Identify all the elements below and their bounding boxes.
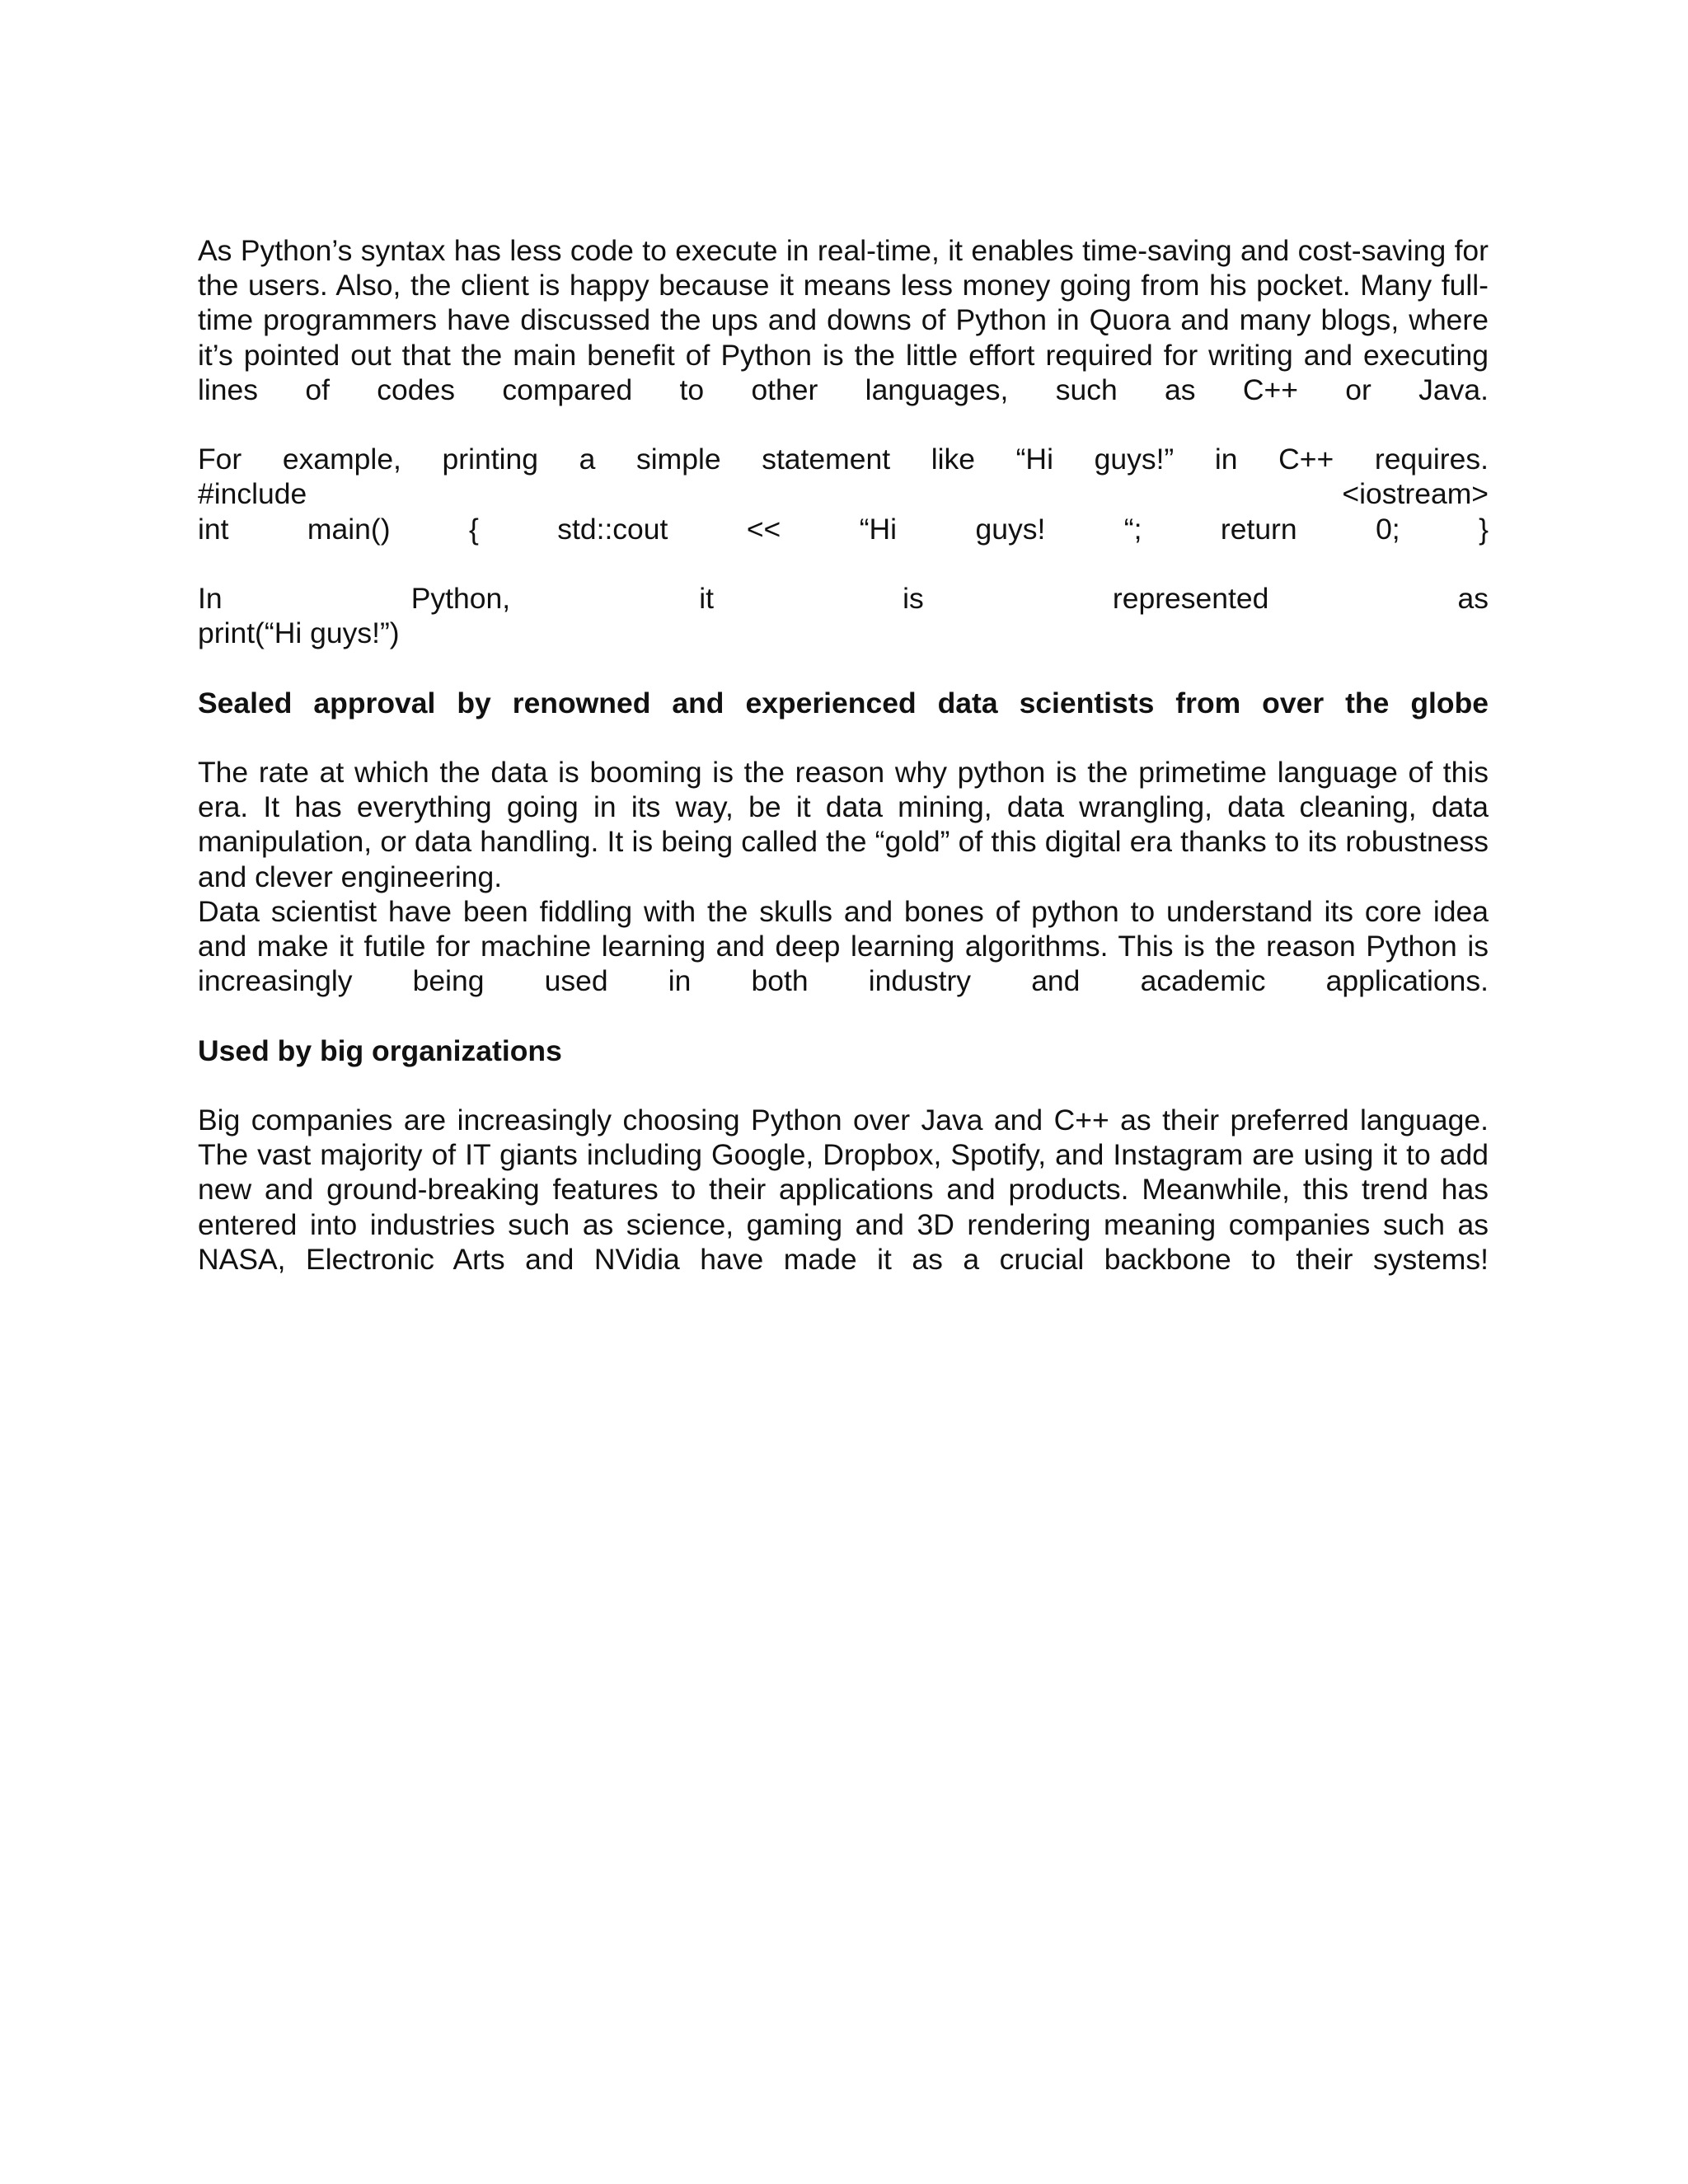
cpp-token: “Hi [859,512,898,546]
spacer [198,720,1489,755]
section-heading-organizations: Used by big organizations [198,1033,562,1067]
section-heading-approval: Sealed approval by renowned and experienced data scientists from over the globe [198,686,1489,719]
cpp-main-line [198,512,1489,546]
spacer [198,546,1489,581]
cpp-token: guys! [975,512,1046,546]
spacer [198,407,1489,442]
spacer [198,1068,1489,1103]
cpp-include-directive: #include [198,477,307,511]
cpp-token: } [1479,512,1489,546]
cpp-include-line [198,476,1489,511]
python-intro-line: In Python, it is represented as [198,582,1489,615]
cpp-token: << [746,512,781,546]
example-intro-line: For example, printing a simple statement like “Hi guys!” in C++ requires. [198,443,1489,476]
cpp-include-header: <iostream> [1342,477,1489,511]
spacer [198,998,1489,1033]
intro-paragraph: As Python’s syntax has less code to execute in real-time, it enables time-saving and cost-saving for the users. Also, the client is happy because it means less money going from his pocket. Many full-time programmers have discussed the ups and downs of Python in Quora and many blogs, where it’s pointed out that the main benefit of Python is the little effort required for writing and executing lines of codes compared to other languages, such as C++ or Java. [198,234,1489,406]
cpp-token: 0; [1376,512,1400,546]
cpp-token: std::cout [557,512,668,546]
cpp-token: return [1220,512,1297,546]
document-page [198,233,1489,1277]
cpp-token: “; [1123,512,1142,546]
cpp-token: main() [307,512,391,546]
data-scientist-paragraph: Data scientist have been fiddling with the skulls and bones of python to understand its core idea and make it futile for machine learning and deep learning algorithms. This is the reason Python is increasingly being used in both industry and academic applications. [198,894,1489,998]
python-code-line: print(“Hi guys!”) [198,616,400,650]
organizations-paragraph: Big companies are increasingly choosing Python over Java and C++ as their preferred language. The vast majority of IT giants including Google, Dropbox, Spotify, and Instagram are using it to add new and ground-breaking features to their applications and products. Meanwhile, this trend has entered into industries such as science, gaming and 3D rendering meaning companies such as NASA, Electronic Arts and NVidia have made it as a crucial backbone to their systems! [198,1103,1489,1276]
cpp-token: { [468,512,479,546]
cpp-token: int [198,512,229,546]
spacer [198,650,1489,685]
data-paragraph: The rate at which the data is booming is the reason why python is the primetime language of this era. It has everything going in its way, be it data mining, data wrangling, data cleaning, data manipulation, or data handling. It is being called the “gold” of this digital era thanks to its robustness and clever engineering. [198,755,1489,893]
